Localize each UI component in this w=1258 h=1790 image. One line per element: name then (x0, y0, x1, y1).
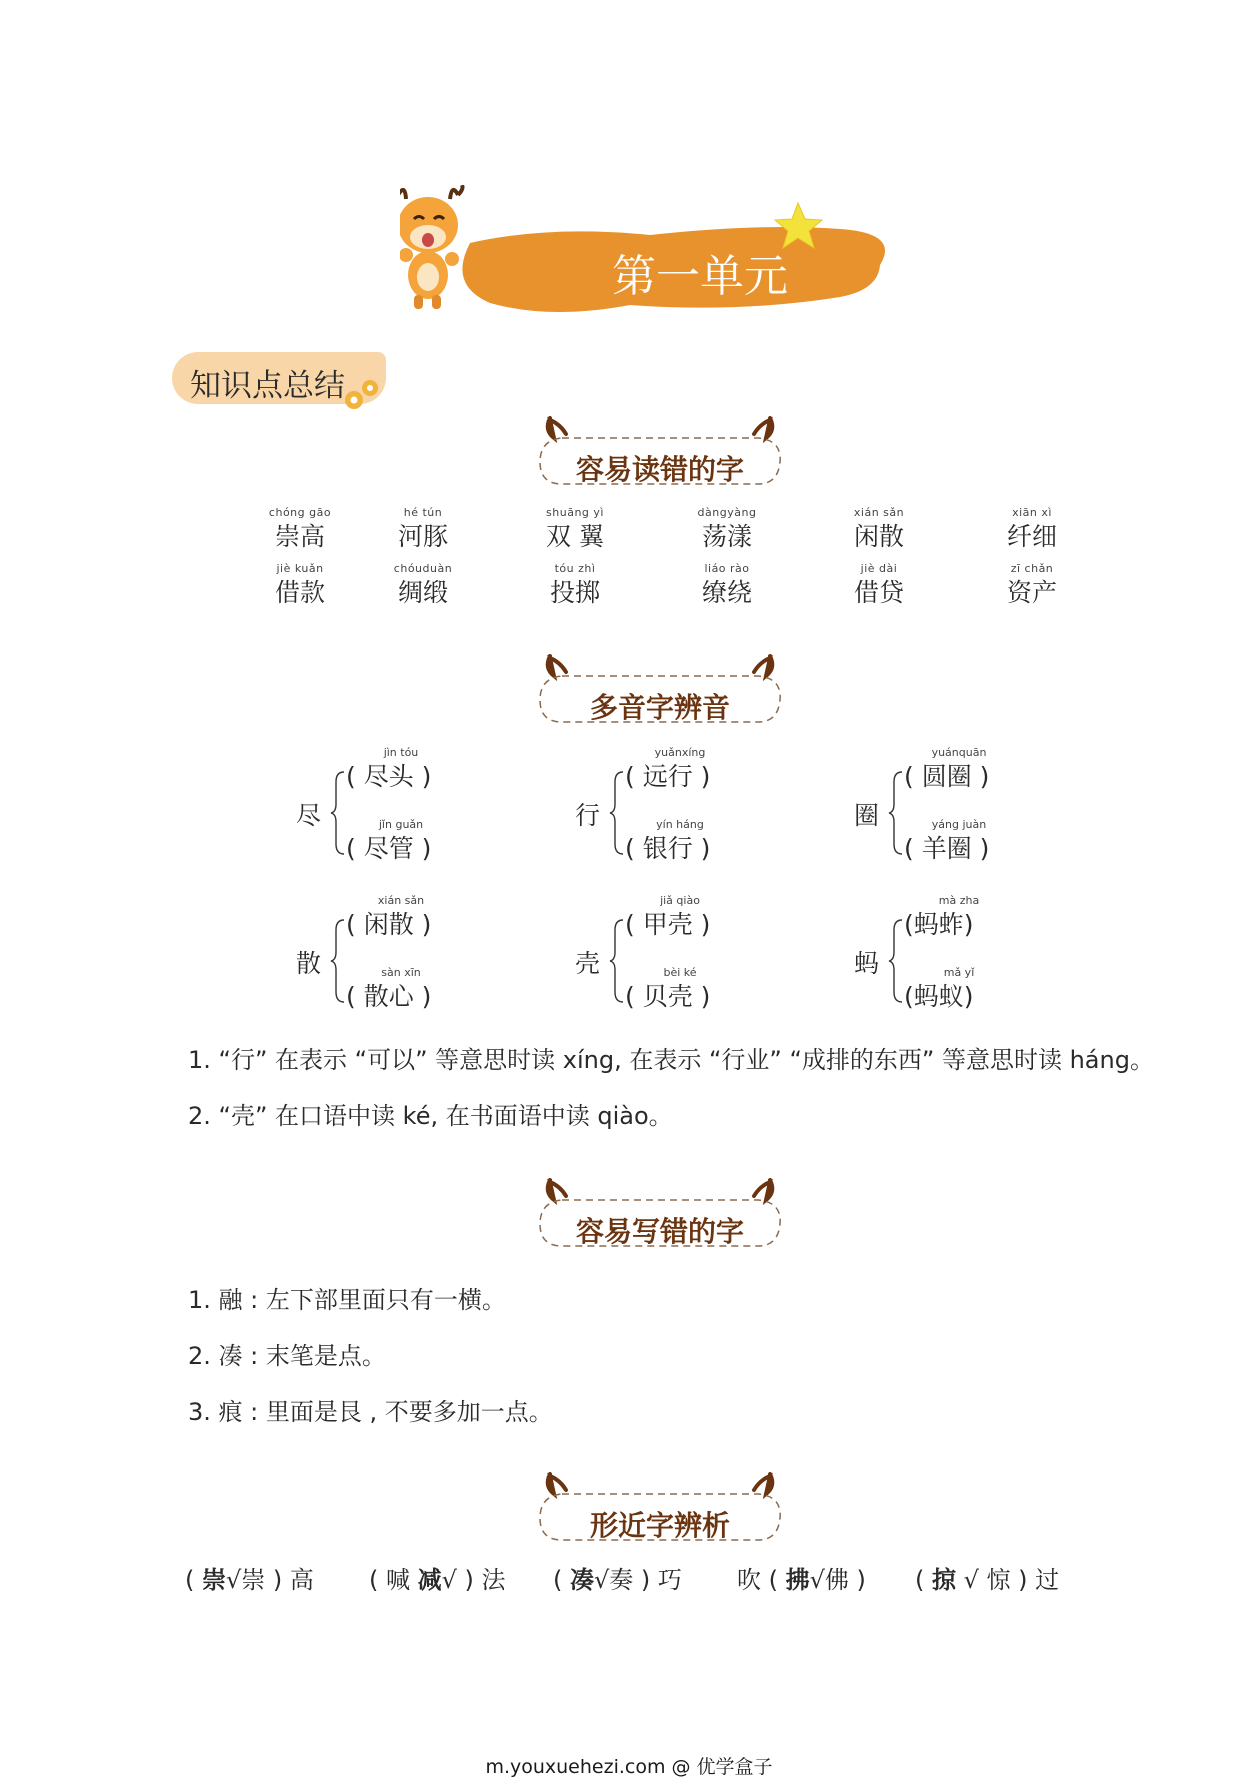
pinyin: yuánquān (931, 746, 987, 759)
word: ( 尽管 ) (346, 834, 432, 863)
confusable-pair (369, 1560, 506, 1595)
word: ( 散心 ) (346, 982, 432, 1011)
section-title: 容易读错的字 (575, 453, 744, 486)
knowledge-summary-tag (172, 352, 386, 404)
polyphonic-char: 行 (575, 801, 601, 830)
pinyin: jiè dài (860, 562, 898, 575)
misread-word (824, 506, 934, 552)
confusable-prefix: 吹 ( (737, 1566, 786, 1594)
polyphonic-char: 蚂 (854, 949, 880, 978)
polyphonic-reading (625, 818, 735, 864)
unit-title: 第一单元 (612, 251, 788, 302)
pinyin: xiān xì (1012, 506, 1052, 519)
pinyin: hé tún (403, 506, 443, 519)
confusable-pair (737, 1560, 866, 1595)
brace-icon (888, 770, 904, 856)
word: 借款 (274, 578, 325, 607)
word: ( 羊圈 ) (904, 834, 990, 863)
polyphonic-reading (346, 966, 456, 1012)
pinyin: jiè kuǎn (276, 562, 324, 575)
word: ( 贝壳 ) (625, 982, 711, 1011)
misread-word (520, 506, 630, 552)
confusable-suffix: √ 惊 ) 过 (956, 1566, 1060, 1594)
pinyin: xián sǎn (377, 894, 425, 907)
misread-word (245, 506, 355, 552)
word: 崇高 (274, 522, 325, 551)
pinyin: liáo rào (704, 562, 750, 575)
brace-icon (330, 770, 346, 856)
word: ( 远行 ) (625, 762, 711, 791)
brace-icon (609, 918, 625, 1004)
word: ( 圆圈 ) (904, 762, 990, 791)
polyphonic-reading (904, 966, 1014, 1012)
miswritten-note-3: 3. 痕 : 里面是艮 , 不要多加一点。 (188, 1398, 553, 1426)
pinyin: chóng gāo (268, 506, 332, 519)
polyphonic-char: 散 (296, 949, 322, 978)
polyphonic-note-2: 2. “壳” 在口语中读 ké, 在书面语中读 qiào。 (188, 1102, 673, 1130)
miswritten-note-1: 1. 融 : 左下部里面只有一横。 (188, 1286, 506, 1314)
correct-char: 拂 (785, 1566, 810, 1594)
section-title: 容易写错的字 (575, 1215, 744, 1248)
word: ( 银行 ) (625, 834, 711, 863)
flower-icon (340, 376, 396, 416)
polyphonic-reading (346, 894, 456, 940)
knowledge-summary-label: 知识点总结 (190, 368, 345, 404)
correct-char: 掠 (932, 1566, 956, 1594)
pinyin: sàn xīn (381, 966, 421, 979)
misread-word (672, 506, 782, 552)
section-header-miswritten (520, 1172, 800, 1262)
word: 缭绕 (701, 578, 752, 607)
section-title: 形近字辨析 (589, 1509, 730, 1542)
misread-word (368, 562, 478, 608)
pinyin: jìn tóu (383, 746, 419, 759)
confusable-pair (915, 1560, 1059, 1595)
polyphonic-char: 尽 (296, 801, 322, 830)
confusable-prefix: ( (185, 1566, 202, 1594)
confusable-suffix: √崇 ) 高 (226, 1566, 314, 1594)
pinyin: yín háng (656, 818, 704, 831)
pinyin: zī chǎn (1010, 562, 1054, 575)
pinyin: dàngyàng (697, 506, 757, 519)
word: 资产 (1006, 578, 1057, 607)
misread-word (368, 506, 478, 552)
correct-char: 崇 (202, 1566, 226, 1594)
word: ( 尽头 ) (346, 762, 432, 791)
brace-icon (609, 770, 625, 856)
unit-banner (400, 185, 920, 325)
polyphonic-reading (625, 894, 735, 940)
word: (蚂蚁) (904, 982, 974, 1011)
pinyin: yuǎnxíng (654, 746, 706, 759)
polyphonic-note-1: 1. “行” 在表示 “可以” 等意思时读 xíng, 在表示 “行业” “成排的东西” 等意思时读 háng。 (188, 1046, 1154, 1074)
word: 投掷 (549, 578, 600, 607)
confusable-pair (185, 1560, 314, 1595)
word: 借贷 (853, 578, 904, 607)
polyphonic-group (296, 894, 496, 1024)
pinyin: jǐn guǎn (378, 818, 424, 831)
confusable-suffix: √佛 ) (809, 1566, 866, 1594)
pinyin: shuāng yì (546, 506, 604, 519)
pinyin: tóu zhì (554, 562, 596, 575)
confusable-suffix: √奏 ) 巧 (594, 1566, 682, 1594)
word: 双 翼 (546, 522, 604, 551)
pinyin: bèi ké (663, 966, 697, 979)
word: 河豚 (397, 522, 448, 551)
pinyin: xián sǎn (853, 506, 905, 519)
confusable-suffix: √ ) 法 (441, 1566, 506, 1594)
word: ( 闲散 ) (346, 910, 432, 939)
polyphonic-char: 圈 (854, 801, 880, 830)
word: 荡漾 (701, 522, 752, 551)
misread-word (672, 562, 782, 608)
word: (蚂蚱) (904, 910, 974, 939)
misread-word (245, 562, 355, 608)
brace-icon (888, 918, 904, 1004)
polyphonic-reading (346, 746, 456, 792)
deer-mascot-icon (400, 185, 463, 309)
pinyin: mǎ yǐ (943, 966, 975, 979)
page-footer: m.youxuehezi.com @ 优学盒子 (485, 1756, 773, 1778)
pinyin: yáng juàn (931, 818, 987, 831)
correct-char: 凑 (570, 1566, 594, 1594)
confusable-prefix: ( 喊 (369, 1566, 418, 1594)
pinyin: jiǎ qiào (660, 894, 700, 907)
polyphonic-reading (904, 894, 1014, 940)
polyphonic-group (575, 746, 775, 876)
misread-word (977, 562, 1087, 608)
polyphonic-reading (904, 746, 1014, 792)
pinyin: chóuduàn (393, 562, 453, 575)
correct-char: 减 (417, 1566, 442, 1594)
word: ( 甲壳 ) (625, 910, 711, 939)
misread-word (520, 562, 630, 608)
word: 闲散 (853, 522, 904, 551)
word: 绸缎 (397, 578, 448, 607)
polyphonic-group (575, 894, 775, 1024)
polyphonic-char: 壳 (575, 949, 601, 978)
section-header-similar (520, 1466, 800, 1556)
word: 纤细 (1006, 522, 1057, 551)
polyphonic-reading (346, 818, 456, 864)
polyphonic-reading (904, 818, 1014, 864)
section-header-polyphonic (520, 648, 800, 738)
polyphonic-group (854, 894, 1054, 1024)
polyphonic-group (296, 746, 496, 876)
section-title: 多音字辨音 (589, 691, 730, 724)
confusable-prefix: ( (915, 1566, 932, 1594)
confusable-prefix: ( (553, 1566, 570, 1594)
confusable-pair (553, 1560, 682, 1595)
pinyin: mà zha (938, 894, 980, 907)
miswritten-note-2: 2. 凑 : 末笔是点。 (188, 1342, 386, 1370)
section-header-misread (520, 410, 800, 500)
polyphonic-group (854, 746, 1054, 876)
misread-word (977, 506, 1087, 552)
polyphonic-reading (625, 966, 735, 1012)
polyphonic-reading (625, 746, 735, 792)
misread-word (824, 562, 934, 608)
brace-icon (330, 918, 346, 1004)
